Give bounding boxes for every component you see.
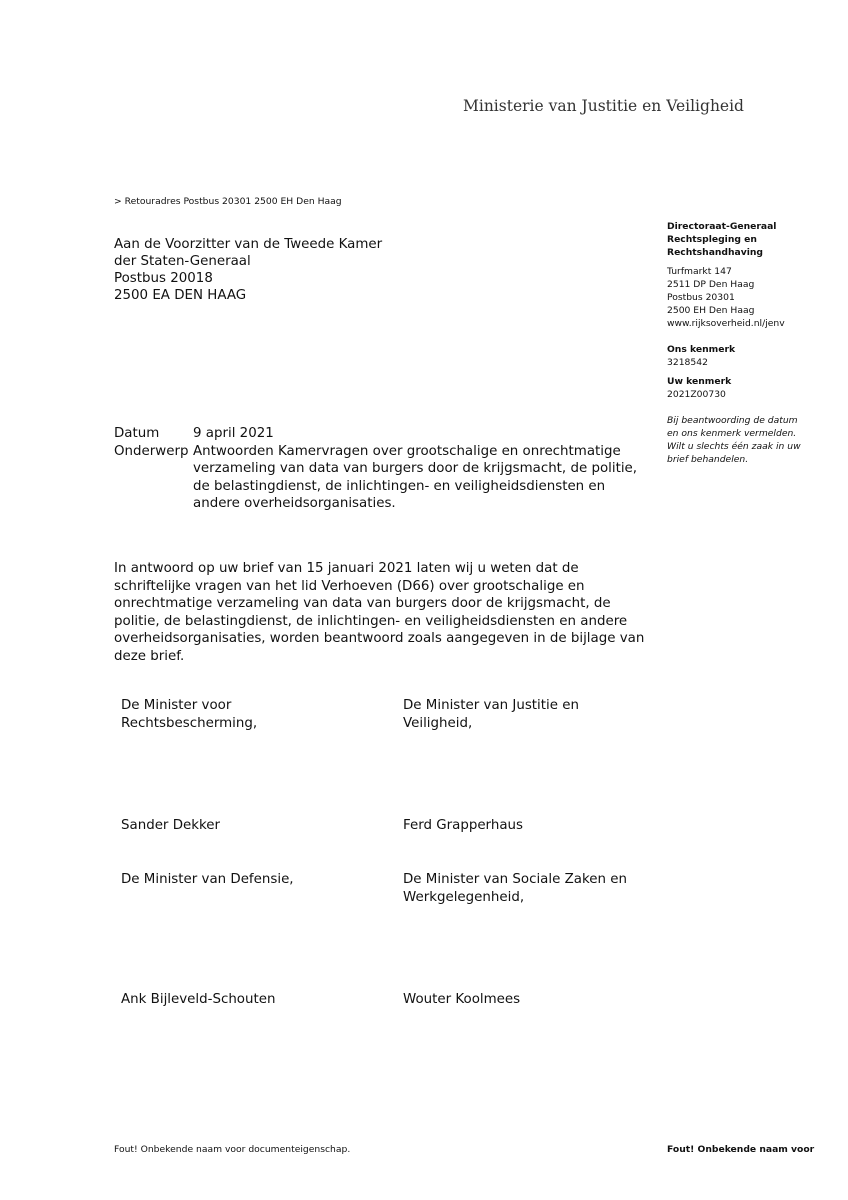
reply-note: Bij beantwoording de datum — [667, 415, 798, 426]
department-name: Rechtshandhaving — [667, 247, 764, 258]
signature-title-line: De Minister van Defensie, — [121, 872, 294, 887]
department-name: Rechtspleging en — [667, 234, 757, 245]
letter-body: In antwoord op uw brief van 15 januari 2021 laten wij u weten dat de schriftelijke vragen van het lid Verhoeven (D66) over grootschalige en onrechtmatige verzameling van data van burgers door de krijgsmacht, de politie, de belastingdienst, de inlichtingen- en veiligheidsdiensten en andere overheidsorganisaties, worden beantwoord zoals aangegeven in de bijlage van deze brief. — [114, 561, 645, 664]
ons-kenmerk-label: Ons kenmerk — [667, 344, 736, 355]
date-value: 9 april 2021 — [193, 426, 274, 441]
signatory-name: Ferd Grapperhaus — [403, 818, 523, 833]
signature-title — [121, 697, 257, 732]
subject-label: Onderwerp — [114, 443, 189, 459]
ons-kenmerk-value: 3218542 — [667, 357, 708, 368]
signature-title-line: De Minister voor — [121, 698, 232, 713]
addressee-line: der Staten-Generaal — [114, 254, 251, 269]
addressee-line: 2500 EA DEN HAAG — [114, 288, 247, 303]
signature-title-line: De Minister van Sociale Zaken en — [403, 872, 627, 887]
sender-address-line: Turfmarkt 147 — [667, 266, 732, 277]
sender-address-line: 2511 DP Den Haag — [667, 279, 755, 290]
signature-title — [403, 697, 579, 732]
ministry-logo-text: Ministerie van Justitie en Veiligheid — [463, 97, 744, 115]
department-name: Directoraat-Generaal — [667, 221, 777, 232]
return-address: > Retouradres Postbus 20301 2500 EH Den Haag — [114, 196, 342, 207]
date-row — [114, 425, 653, 443]
signatory-name: Wouter Koolmees — [403, 992, 521, 1007]
footer-left-text: Fout! Onbekende naam voor documenteigenschap. — [114, 1144, 351, 1155]
signature-title-line: De Minister van Justitie en — [403, 698, 579, 713]
date-label: Datum — [114, 426, 160, 441]
sender-address-line: Postbus 20301 — [667, 292, 735, 303]
website-link[interactable]: www.rijksoverheid.nl/jenv — [667, 318, 785, 329]
signature-title — [121, 871, 294, 889]
uw-kenmerk-label: Uw kenmerk — [667, 376, 732, 387]
sender-address-line: 2500 EH Den Haag — [667, 305, 755, 316]
reply-note: en ons kenmerk vermelden. — [667, 428, 797, 439]
signatory-name: Sander Dekker — [121, 818, 221, 833]
reply-note: brief behandelen. — [667, 454, 749, 465]
footer-right-text: Fout! Onbekende naam voor — [667, 1144, 815, 1155]
letter-meta — [114, 425, 653, 513]
reply-note: Wilt u slechts één zaak in uw — [667, 441, 801, 452]
signature-title — [403, 871, 627, 906]
subject-value: Antwoorden Kamervragen over grootschalige en onrechtmatige verzameling van data van burgers door de krijgsmacht, de politie, de belastingdienst, de inlichtingen- en veiligheidsdiensten en andere overheidsorganisaties. — [193, 443, 638, 511]
sender-sidebar — [667, 220, 837, 466]
subject-row — [114, 443, 653, 513]
addressee-block — [114, 236, 382, 304]
addressee-line: Postbus 20018 — [114, 271, 213, 286]
signature-title-line: Rechtsbescherming, — [121, 715, 258, 731]
signatory-name: Ank Bijleveld-Schouten — [121, 992, 276, 1007]
uw-kenmerk-value: 2021Z00730 — [667, 389, 726, 400]
signature-title-line: Veiligheid, — [403, 715, 473, 731]
signature-title-line: Werkgelegenheid, — [403, 889, 525, 905]
addressee-line: Aan de Voorzitter van de Tweede Kamer — [114, 237, 383, 252]
